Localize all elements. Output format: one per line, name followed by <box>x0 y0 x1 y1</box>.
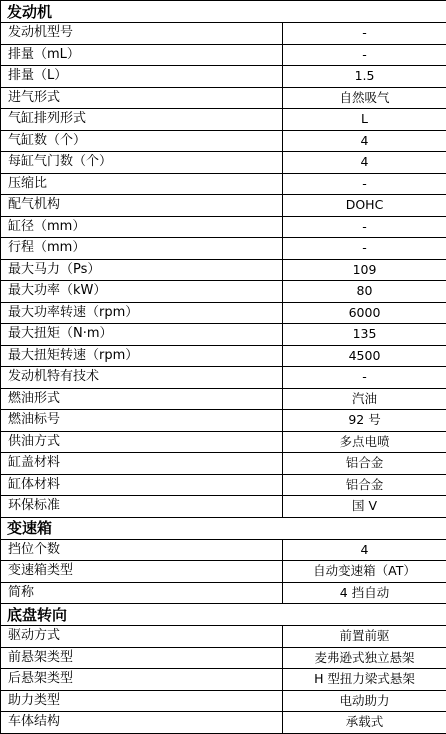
spec-row <box>1 539 446 561</box>
spec-row <box>1 410 446 432</box>
spec-value: 4 <box>283 152 446 174</box>
spec-label: 每缸气门数（个） <box>1 152 283 174</box>
spec-value: H 型扭力梁式悬架 <box>283 669 446 691</box>
spec-value: 4 <box>283 130 446 152</box>
spec-row <box>1 496 446 518</box>
spec-row <box>1 259 446 281</box>
spec-value: 4 挡自动 <box>283 582 446 604</box>
spec-label: 环保标准 <box>1 496 283 518</box>
spec-value: - <box>283 173 446 195</box>
spec-label: 发动机特有技术 <box>1 367 283 389</box>
spec-label: 前悬架类型 <box>1 647 283 669</box>
spec-row <box>1 324 446 346</box>
spec-value: - <box>283 238 446 260</box>
spec-value: - <box>283 23 446 45</box>
spec-value: - <box>283 367 446 389</box>
spec-row <box>1 367 446 389</box>
spec-label: 缸径（mm） <box>1 216 283 238</box>
spec-label: 最大扭矩转速（rpm） <box>1 345 283 367</box>
spec-value: 前置前驱 <box>283 626 446 648</box>
spec-row <box>1 109 446 131</box>
spec-row <box>1 690 446 712</box>
spec-label: 最大马力（Ps） <box>1 259 283 281</box>
spec-value: 汽油 <box>283 388 446 410</box>
spec-row <box>1 561 446 583</box>
spec-value: 92 号 <box>283 410 446 432</box>
spec-value: 135 <box>283 324 446 346</box>
spec-row <box>1 431 446 453</box>
spec-row <box>1 582 446 604</box>
spec-row <box>1 87 446 109</box>
spec-label: 排量（mL） <box>1 44 283 66</box>
section-title: 发动机 <box>1 1 446 23</box>
spec-row <box>1 238 446 260</box>
spec-value: 80 <box>283 281 446 303</box>
spec-value: 109 <box>283 259 446 281</box>
spec-row <box>1 173 446 195</box>
spec-value: DOHC <box>283 195 446 217</box>
spec-row <box>1 453 446 475</box>
spec-value: 自动变速箱（AT） <box>283 561 446 583</box>
spec-label: 后悬架类型 <box>1 669 283 691</box>
spec-value: 国 V <box>283 496 446 518</box>
spec-label: 气缸数（个） <box>1 130 283 152</box>
spec-row <box>1 195 446 217</box>
spec-row <box>1 216 446 238</box>
spec-label: 最大功率转速（rpm） <box>1 302 283 324</box>
spec-value: - <box>283 44 446 66</box>
spec-row <box>1 23 446 45</box>
spec-label: 车体结构 <box>1 712 283 734</box>
spec-label: 供油方式 <box>1 431 283 453</box>
spec-label: 最大扭矩（N·m） <box>1 324 283 346</box>
spec-value: 铝合金 <box>283 453 446 475</box>
spec-row <box>1 626 446 648</box>
spec-row <box>1 388 446 410</box>
spec-value: 4500 <box>283 345 446 367</box>
spec-label: 助力类型 <box>1 690 283 712</box>
section-header-row <box>1 517 446 539</box>
spec-value: 承载式 <box>283 712 446 734</box>
spec-label: 简称 <box>1 582 283 604</box>
spec-value: 电动助力 <box>283 690 446 712</box>
spec-label: 燃油标号 <box>1 410 283 432</box>
spec-label: 行程（mm） <box>1 238 283 260</box>
spec-row <box>1 152 446 174</box>
spec-row <box>1 44 446 66</box>
spec-row <box>1 712 446 734</box>
spec-row <box>1 474 446 496</box>
spec-row <box>1 281 446 303</box>
spec-label: 挡位个数 <box>1 539 283 561</box>
spec-label: 驱动方式 <box>1 626 283 648</box>
section-header-row <box>1 604 446 626</box>
spec-row <box>1 130 446 152</box>
spec-row <box>1 669 446 691</box>
spec-label: 最大功率（kW） <box>1 281 283 303</box>
spec-label: 缸盖材料 <box>1 453 283 475</box>
spec-label: 压缩比 <box>1 173 283 195</box>
section-title: 变速箱 <box>1 517 446 539</box>
spec-label: 燃油形式 <box>1 388 283 410</box>
spec-label: 变速箱类型 <box>1 561 283 583</box>
spec-value: 铝合金 <box>283 474 446 496</box>
spec-row <box>1 66 446 88</box>
spec-label: 发动机型号 <box>1 23 283 45</box>
spec-value: 自然吸气 <box>283 87 446 109</box>
spec-label: 缸体材料 <box>1 474 283 496</box>
spec-label: 配气机构 <box>1 195 283 217</box>
spec-value: - <box>283 216 446 238</box>
section-title: 底盘转向 <box>1 604 446 626</box>
section-header-row <box>1 1 446 23</box>
spec-label: 排量（L） <box>1 66 283 88</box>
spec-value: 多点电喷 <box>283 431 446 453</box>
spec-value: 麦弗逊式独立悬架 <box>283 647 446 669</box>
spec-row <box>1 302 446 324</box>
spec-label: 气缸排列形式 <box>1 109 283 131</box>
spec-value: L <box>283 109 446 131</box>
spec-table-body <box>1 1 446 734</box>
spec-value: 4 <box>283 539 446 561</box>
spec-value: 6000 <box>283 302 446 324</box>
spec-row <box>1 647 446 669</box>
spec-value: 1.5 <box>283 66 446 88</box>
spec-row <box>1 345 446 367</box>
spec-label: 进气形式 <box>1 87 283 109</box>
